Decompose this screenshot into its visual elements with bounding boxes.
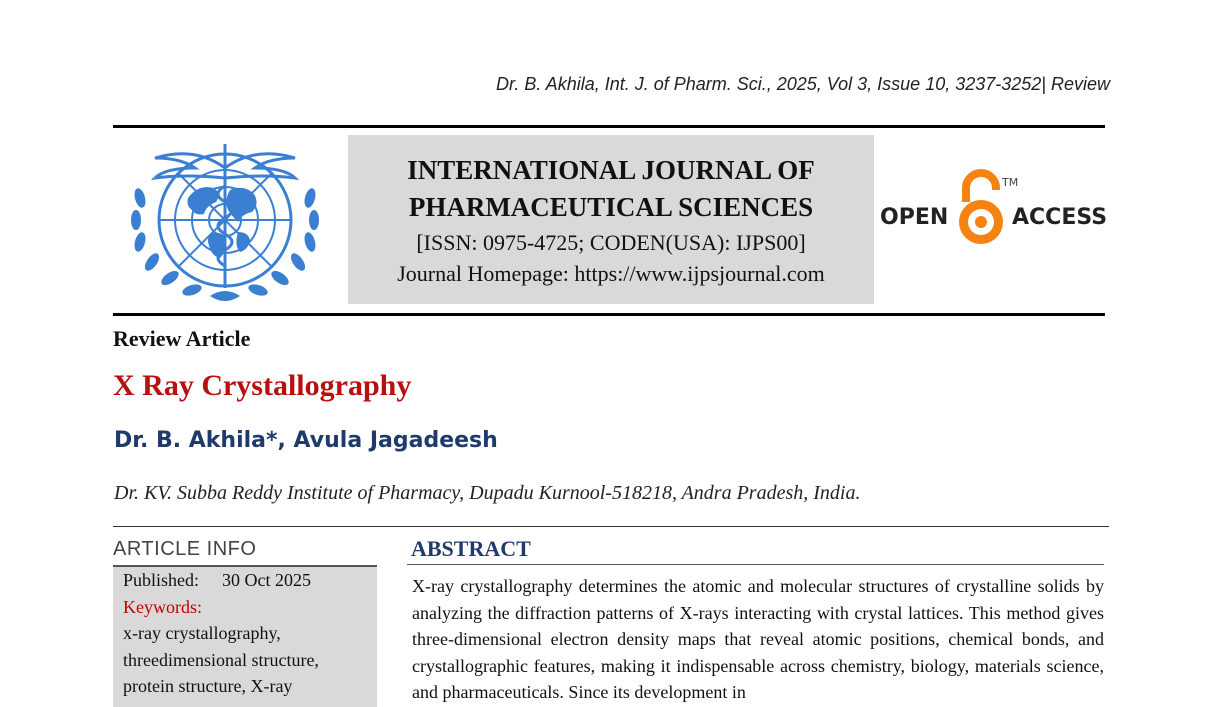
article-authors: Dr. B. Akhila*, Avula Jagadeesh: [114, 428, 498, 453]
journal-title-box: [348, 135, 874, 304]
journal-name-line2: PHARMACEUTICAL SCIENCES: [408, 192, 814, 222]
article-info-heading: ARTICLE INFO: [113, 538, 257, 560]
keywords-line: protein structure, X-ray: [123, 676, 293, 696]
open-lock-icon: [959, 173, 1003, 244]
abstract-text: X-ray crystallography determines the atomic and molecular structures of crystalline solids by analyzing the diffraction patterns of X-rays interacting with crystal lattices. This method gives three-dimensional electron density maps that reveal atomic positions, chemical bonds, and crystallographic features, making it indispensable across chemistry, biology, materials science, and pharmaceuticals. Since its development in: [412, 576, 1104, 702]
article-affiliation: Dr. KV. Subba Reddy Institute of Pharmacy, Dupadu Kurnool-518218, Andra Pradesh, India.: [114, 482, 861, 504]
article-title: X Ray Crystallography: [113, 369, 412, 402]
abstract-rule: [407, 564, 1104, 565]
open-access-right-word: ACCESS: [1012, 205, 1108, 230]
published-row: [123, 567, 377, 594]
journal-name-line1: INTERNATIONAL JOURNAL OF: [407, 155, 815, 185]
journal-emblem-icon: [126, 138, 324, 306]
published-label: Published:: [123, 570, 200, 590]
citation-header: Dr. B. Akhila, Int. J. of Pharm. Sci., 2025, Vol 3, Issue 10, 3237-3252| Review: [496, 74, 1110, 94]
open-access-tm: TM: [1002, 176, 1019, 189]
open-access-logo: [880, 166, 1108, 252]
published-date: 30 Oct 2025: [222, 570, 311, 590]
header-rule-top: [113, 125, 1105, 128]
article-info-box: [113, 567, 377, 707]
open-access-left-word: OPEN: [880, 205, 949, 230]
article-type: Review Article: [113, 326, 251, 351]
journal-issn: [ISSN: 0975-4725; CODEN(USA): IJPS00]: [416, 230, 806, 255]
abstract-heading: ABSTRACT: [411, 536, 531, 561]
keywords-line: x-ray crystallography,: [123, 623, 281, 643]
keywords-label: Keywords:: [123, 596, 202, 617]
journal-homepage[interactable]: Journal Homepage: https://www.ijpsjournal.com: [397, 261, 825, 286]
keywords-line: threedimensional structure,: [123, 649, 319, 670]
header-rule-bottom: [113, 313, 1105, 316]
section-divider: [113, 526, 1109, 527]
